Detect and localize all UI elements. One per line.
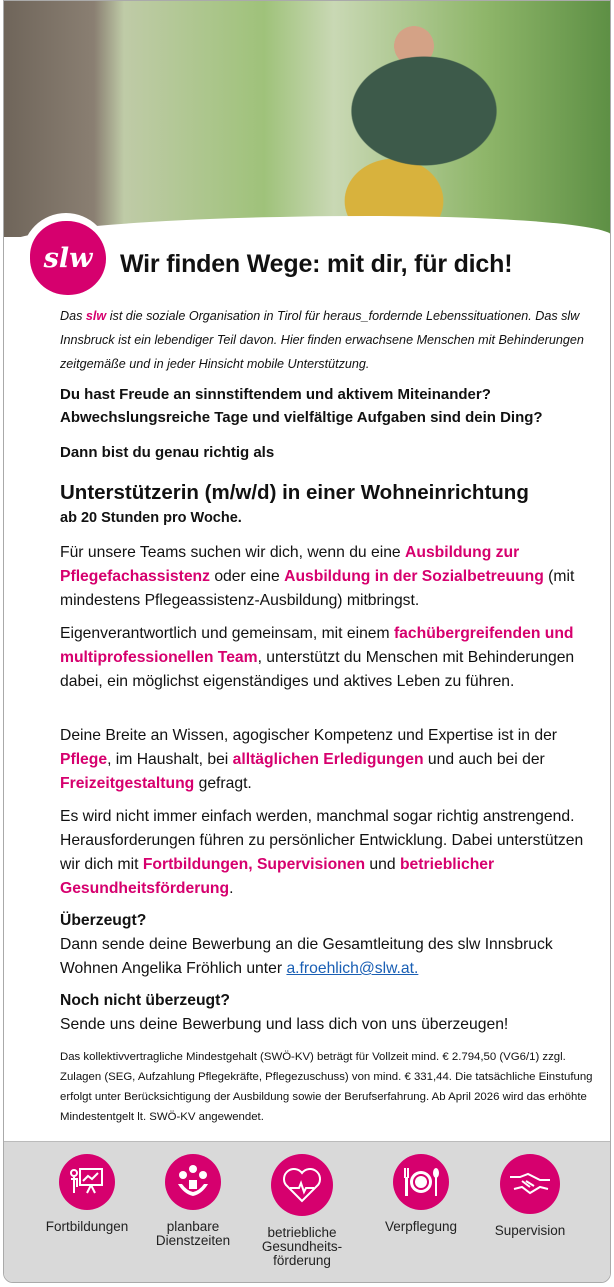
presentation-icon <box>59 1154 115 1210</box>
benefit-gesundheit <box>247 1154 357 1268</box>
highlight: betrieblicher Gesundheitsförderung <box>60 856 495 897</box>
hero-photo <box>4 1 611 237</box>
text: und <box>365 856 400 873</box>
brand-name: slw <box>85 309 107 323</box>
job-hours: ab 20 Stunden pro Woche. <box>60 510 242 526</box>
not-convinced-heading: Noch nicht überzeugt? <box>60 992 230 1009</box>
highlight: fachübergreifenden und multiprofessionellen Team <box>60 625 574 666</box>
text: oder eine <box>209 568 285 585</box>
highlight: Ausbildung zur Pflegefachassistenz <box>60 544 520 585</box>
slw-logo: slw <box>30 221 106 295</box>
questions: Du hast Freude an sinnstiftendem und aktivem Miteinander? Abwechslungsreiche Tage und vielfältige Aufgaben sind dein Ding? <box>60 386 543 426</box>
text: , im Haushalt, bei <box>107 751 233 768</box>
convinced-heading: Überzeugt? <box>60 912 147 929</box>
job-ad <box>3 0 611 1283</box>
convinced-section <box>60 909 606 981</box>
benefit-supervision <box>475 1154 585 1238</box>
text: Deine Breite an Wissen, agogischer Kompetenz und Expertise ist in der <box>60 727 558 744</box>
text: gefragt. <box>194 775 252 792</box>
benefit-label: Supervision <box>494 1223 566 1238</box>
highlight: alltäglichen Erledigungen <box>232 751 424 768</box>
benefit-label: betriebliche Gesundheits-förderung <box>261 1225 343 1268</box>
benefit-dienstzeiten <box>138 1154 248 1248</box>
handshake-icon <box>500 1154 560 1214</box>
benefit-label: planbare Dienstzeiten <box>155 1219 231 1248</box>
headline: Wir finden Wege: mit dir, für dich! <box>120 250 513 278</box>
benefit-label: Fortbildungen <box>45 1219 129 1234</box>
paragraph-team <box>60 622 606 694</box>
schedule-hands-icon <box>165 1154 221 1210</box>
job-title: Unterstützerin (m/w/d) in einer Wohneinrichtung <box>60 481 529 504</box>
paragraph-tasks <box>60 724 606 796</box>
highlight: Ausbildung in der Sozialbetreuung <box>284 568 544 585</box>
benefit-label: Verpflegung <box>384 1219 458 1234</box>
text: . <box>229 880 234 897</box>
highlight: Pflege <box>60 751 108 768</box>
paragraph-qualifications <box>60 541 606 613</box>
lead-text: Dann bist du genau richtig als <box>60 444 275 461</box>
intro-text <box>60 304 606 376</box>
not-convinced-section <box>60 989 606 1037</box>
email-link[interactable]: a.froehlich@slw.at. <box>286 960 419 977</box>
benefits-bar <box>4 1141 611 1283</box>
text: Für unsere Teams suchen wir dich, wenn du eine <box>60 544 406 561</box>
benefit-fortbildungen <box>32 1154 142 1234</box>
text: und auch bei der <box>423 751 545 768</box>
salary-note: Das kollektivvertragliche Mindestgehalt (SWÖ-KV) beträgt für Vollzeit mind. € 2.794,50 (VG6/1) zzgl. Zulagen (SEG, Aufzahlung Pflegekräfte, Pflegezuschuss) von mind. € 331,44. Die tatsächliche Einstufung erfolgt unter Berücksichtigung der Ausbildung sowie der Berufserfahrung. Ab April 2026 wird das erhöhte Mindestentgelt lt. SWÖ-KV angewendet. <box>60 1051 593 1123</box>
paragraph-development <box>60 805 606 901</box>
text: Es wird nicht immer einfach werden, manchmal sogar richtig anstrengend. Herausforderungen führen zu persönlicher Entwicklung. Dabei unterstützen wir dich mit <box>60 808 584 873</box>
text: Eigenverantwortlich und gemeinsam, mit einem <box>60 625 394 642</box>
highlight: Fortbildungen, Supervisionen <box>142 856 366 873</box>
benefit-verpflegung <box>366 1154 476 1234</box>
heart-pulse-icon <box>271 1154 333 1216</box>
plate-cutlery-icon <box>393 1154 449 1210</box>
not-convinced-text: Sende uns deine Bewerbung und lass dich von uns überzeugen! <box>60 1016 509 1033</box>
text: , unterstützt du Menschen mit Behinderungen dabei, ein möglichst eigenständiges und aktives Leben zu führen. <box>60 649 575 690</box>
text: (mit mindestens Pflegeassistenz-Ausbildung) mitbringst. <box>60 568 575 609</box>
convinced-text: Dann sende deine Bewerbung an die Gesamtleitung des slw Innsbruck Wohnen Angelika Fröhlich unter <box>60 936 553 977</box>
highlight: Freizeitgestaltung <box>60 775 195 792</box>
intro-pre: Das <box>60 309 86 323</box>
intro-post: ist die soziale Organisation in Tirol für heraus_fordernde Lebenssituationen. Das slw Innsbruck ist ein lebendiger Teil davon. Hier finden erwachsene Menschen mit Behinderungen zeitgemäße und in jeder Hinsicht mobile Unterstützung. <box>60 309 584 371</box>
